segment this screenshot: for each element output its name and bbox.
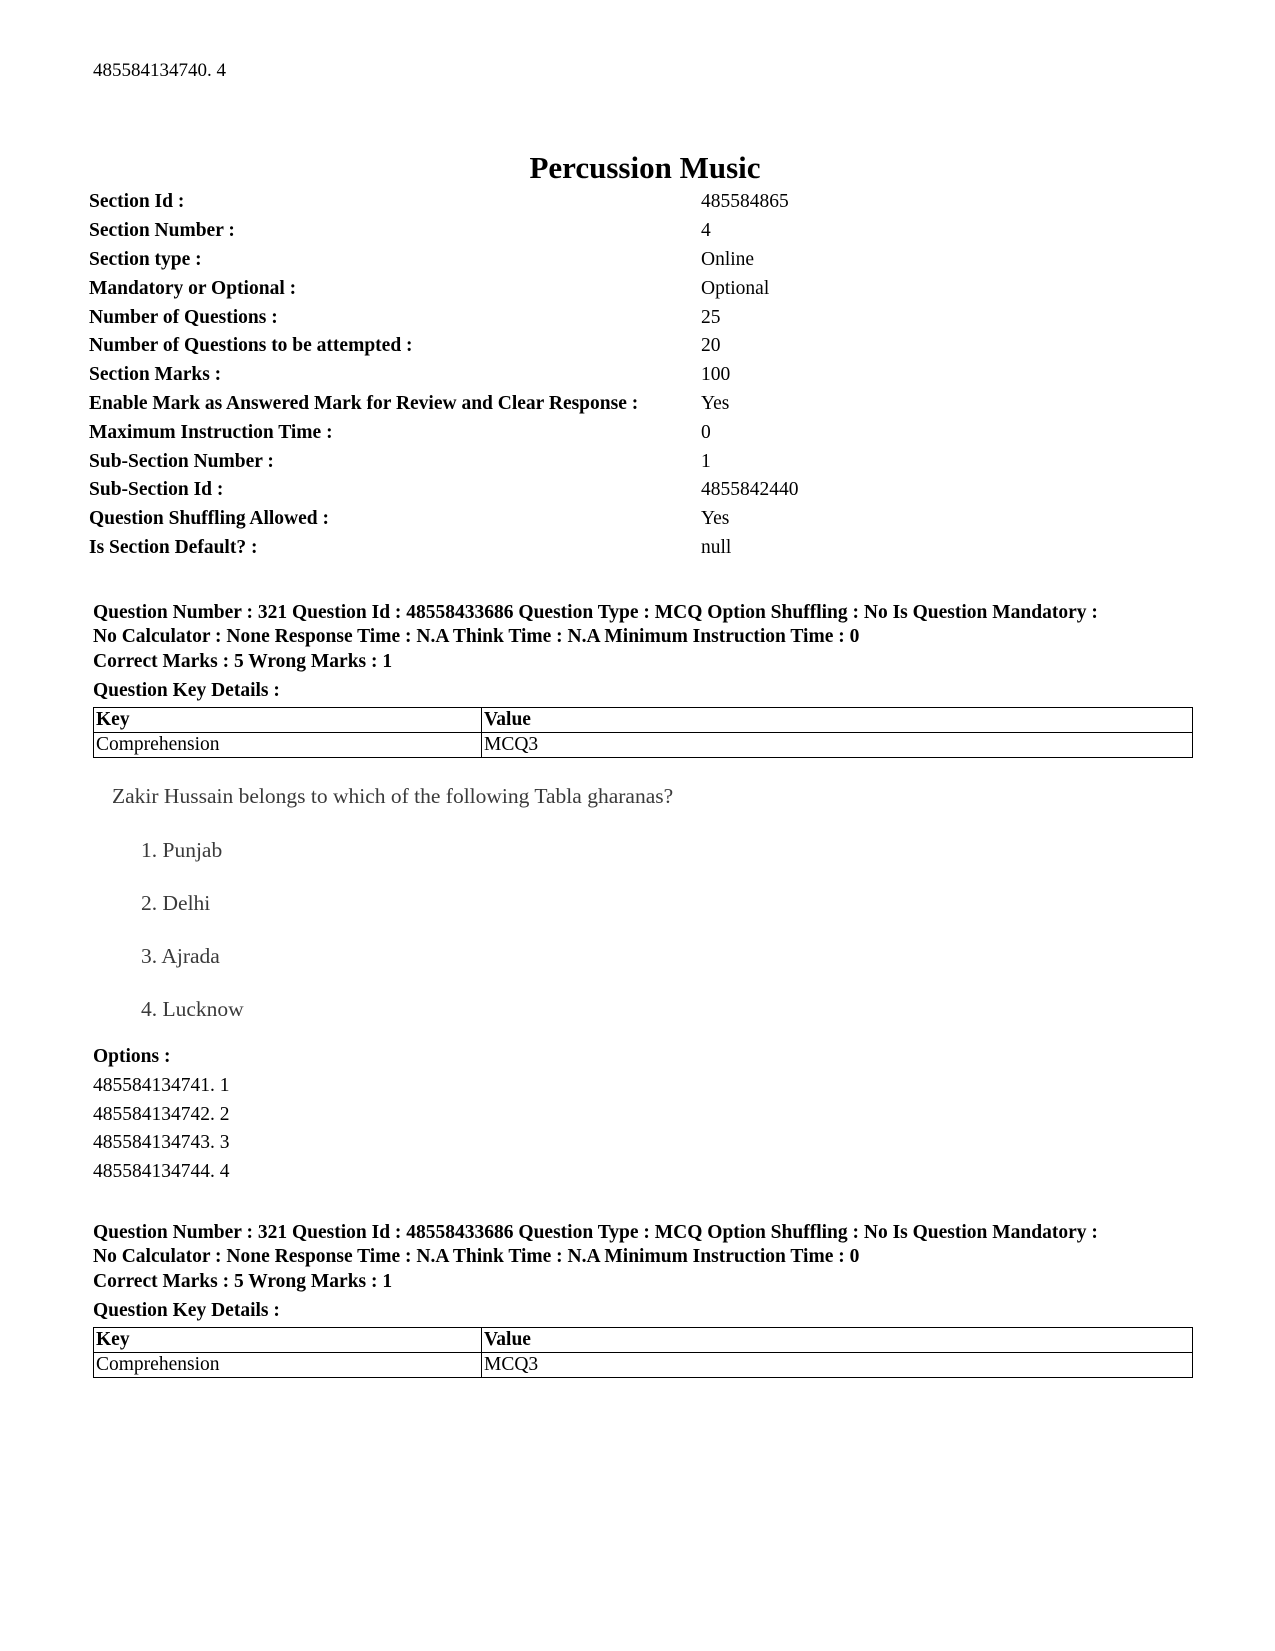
table-header-key: Key: [94, 708, 482, 733]
option-item: 485584134744. 4: [93, 1161, 230, 1183]
section-value: 4: [701, 220, 711, 242]
section-label: Number of Questions to be attempted :: [89, 335, 413, 357]
section-value: 0: [701, 421, 711, 443]
section-row: [89, 447, 849, 476]
section-label: Question Shuffling Allowed :: [89, 508, 330, 530]
section-value: Yes: [701, 508, 730, 530]
key-details-label: Question Key Details :: [93, 1299, 280, 1321]
question-block: [93, 601, 1203, 758]
section-label: Mandatory or Optional :: [89, 277, 297, 299]
choice-item: 1. Punjab: [141, 838, 223, 862]
section-row: [89, 246, 849, 275]
table-header-value: Value: [482, 708, 1193, 733]
section-label: Section Marks :: [89, 364, 222, 386]
table-cell-key: Comprehension: [94, 733, 482, 758]
choice-item: 2. Delhi: [141, 891, 211, 915]
section-label: Section type :: [89, 248, 202, 270]
section-value: 25: [701, 306, 721, 328]
section-label: Sub-Section Number :: [89, 450, 274, 472]
section-label: Enable Mark as Answered Mark for Review and Clear Response :: [89, 392, 639, 414]
section-value: 100: [701, 364, 731, 386]
section-label: Is Section Default? :: [89, 536, 258, 558]
table-cell-value: MCQ3: [482, 733, 1193, 758]
header-id: 485584134740. 4: [93, 60, 226, 81]
section-label: Sub-Section Id :: [89, 479, 224, 501]
section-label: Section Number :: [89, 220, 235, 242]
section-row: [89, 332, 849, 361]
question-header-line2: No Calculator : None Response Time : N.A Think Time : N.A Minimum Instruction Time : 0: [93, 625, 860, 647]
question-header-line1: Question Number : 321 Question Id : 48558433686 Question Type : MCQ Option Shuffling : No Is Question Mandatory :: [93, 602, 1098, 623]
table-header-value: Value: [482, 1328, 1193, 1353]
choice-item: 3. Ajrada: [141, 944, 220, 968]
section-row: [89, 217, 849, 246]
options-label: Options :: [93, 1046, 171, 1067]
section-value: 485584865: [701, 191, 789, 213]
table-cell-value: MCQ3: [482, 1353, 1193, 1378]
question-header-line1: Question Number : 321 Question Id : 48558433686 Question Type : MCQ Option Shuffling : No Is Question Mandatory :: [93, 1222, 1098, 1243]
options-block: [93, 1043, 230, 1187]
section-value: 1: [701, 450, 711, 472]
section-value: 20: [701, 335, 721, 357]
table-header-row: [94, 708, 1193, 733]
section-value: 4855842440: [701, 479, 799, 501]
section-row: [89, 418, 849, 447]
key-details-table: [93, 707, 1193, 758]
table-row: [94, 1353, 1193, 1378]
marks-line: Correct Marks : 5 Wrong Marks : 1: [93, 651, 393, 672]
table-header-row: [94, 1328, 1193, 1353]
question-header-line2: No Calculator : None Response Time : N.A Think Time : N.A Minimum Instruction Time : 0: [93, 1245, 860, 1267]
section-row: [89, 476, 849, 505]
table-header-key: Key: [94, 1328, 482, 1353]
section-row: [89, 534, 849, 563]
section-label: Number of Questions :: [89, 306, 278, 328]
page-title: Percussion Music: [529, 150, 761, 185]
marks-line: Correct Marks : 5 Wrong Marks : 1: [93, 1271, 393, 1292]
section-row: [89, 274, 849, 303]
section-details: [89, 188, 849, 562]
section-label: Section Id :: [89, 191, 185, 213]
section-value: null: [701, 536, 732, 558]
key-details-table: [93, 1327, 1193, 1378]
section-row: [89, 505, 849, 534]
section-label: Maximum Instruction Time :: [89, 421, 333, 443]
question-image: [110, 784, 810, 1024]
question-block: [93, 1221, 1203, 1378]
section-row: [89, 188, 849, 217]
option-item: 485584134743. 3: [93, 1132, 230, 1154]
option-item: 485584134741. 1: [93, 1074, 230, 1096]
question-text: Zakir Hussain belongs to which of the following Tabla gharanas?: [112, 784, 674, 808]
choice-item: 4. Lucknow: [141, 997, 244, 1021]
table-cell-key: Comprehension: [94, 1353, 482, 1378]
section-value: Yes: [701, 392, 730, 414]
table-row: [94, 733, 1193, 758]
section-row: [89, 361, 849, 390]
section-value: Optional: [701, 277, 770, 299]
section-row: [89, 390, 849, 419]
key-details-label: Question Key Details :: [93, 679, 280, 701]
option-item: 485584134742. 2: [93, 1103, 230, 1125]
section-value: Online: [701, 248, 755, 270]
section-row: [89, 303, 849, 332]
